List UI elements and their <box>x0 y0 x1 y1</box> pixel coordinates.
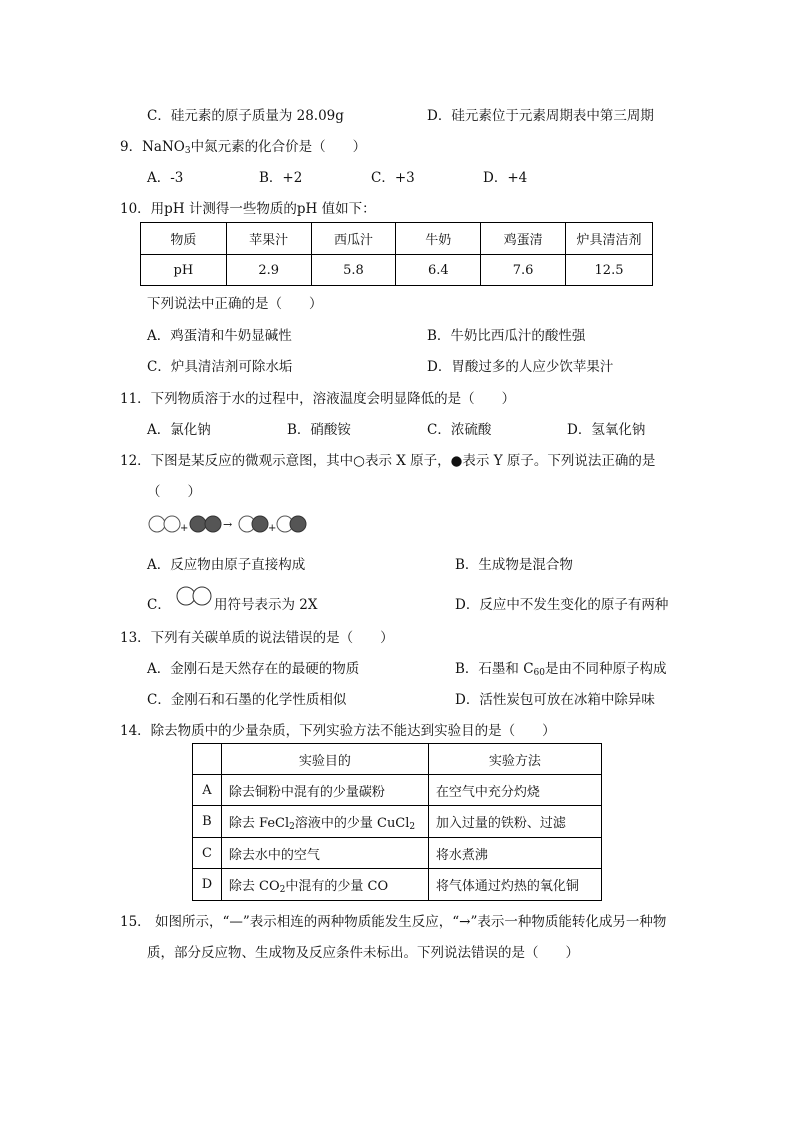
q9-option-d: D．+4 <box>483 170 528 186</box>
q13-option-c: C．金刚石和石墨的化学性质相似 <box>147 692 347 708</box>
q15-stem-line2: 质，部分反应物、生成物及反应条件未标出。下列说法错误的是（ ） <box>147 945 579 961</box>
ph-table-value-row <box>141 255 653 286</box>
ph-table-cell: 6.4 <box>396 255 481 286</box>
q8-option-d: D．硅元素位于元素周期表中第三周期 <box>427 108 654 124</box>
q13-option-d: D．活性炭包可放在冰箱中除异味 <box>455 692 655 708</box>
q10-prompt: 下列说法中正确的是（ ） <box>147 296 323 312</box>
q12-option-a: A．反应物由原子直接构成 <box>147 557 306 573</box>
experiment-row-label: A <box>193 775 222 806</box>
q11-option-c: C．浓硫酸 <box>427 422 492 438</box>
experiment-method: 在空气中充分灼烧 <box>428 775 601 806</box>
experiment-table <box>192 743 602 901</box>
experiment-purpose: 除去 $CO_2$中混有的少量 CO <box>221 869 428 901</box>
experiment-purpose-header: 实验目的 <box>221 744 428 775</box>
experiment-method: 加入过量的铁粉、过滤 <box>428 806 601 838</box>
q10-stem: 10．用pH 计测得一些物质的pH 值如下： <box>120 201 376 217</box>
q9-option-c: C．+3 <box>371 170 415 186</box>
reaction-diagram <box>148 513 328 535</box>
ph-table-cell: 2.9 <box>226 255 311 286</box>
y-atom-circle <box>290 516 306 532</box>
q10-option-c: C．炉具清洁剂可除水垢 <box>147 359 293 375</box>
ph-table-header-cell: 苹果汁 <box>226 223 311 255</box>
q12-stem: 12．下图是某反应的微观示意图，其中○表示 X 原子，●表示 Y 原子。下列说法正确的是 <box>120 453 656 469</box>
ph-table-cell: 12.5 <box>566 255 653 286</box>
plus-sign: + <box>180 523 189 534</box>
experiment-method-header: 实验方法 <box>428 744 601 775</box>
experiment-row <box>193 838 602 869</box>
ph-table-cell: 7.6 <box>481 255 566 286</box>
experiment-row-label: B <box>193 806 222 838</box>
experiment-table-header-row <box>193 744 602 775</box>
ph-table-header-cell: 西瓜汁 <box>311 223 396 255</box>
x-atom-circle <box>149 516 165 532</box>
ph-table-header-cell: 炉具清洁剂 <box>566 223 653 255</box>
experiment-row <box>193 806 602 838</box>
q13-stem: 13．下列有关碳单质的说法错误的是（ ） <box>120 630 394 646</box>
experiment-table-corner-cell <box>193 744 222 775</box>
experiment-purpose: 除去 FeCl$_2$溶液中的少量 CuCl$_2$ <box>221 806 428 838</box>
q10-option-b: B．牛奶比西瓜汁的酸性强 <box>427 328 586 344</box>
experiment-row <box>193 869 602 901</box>
q12-option-c-text: 用符号表示为 2X <box>214 597 318 613</box>
ph-table-header-cell: 牛奶 <box>396 223 481 255</box>
q12-answer-paren: （ ） <box>147 484 201 500</box>
q9-option-b: B．+2 <box>259 170 303 186</box>
q12-option-d: D．反应中不发生变化的原子有两种 <box>455 597 669 613</box>
ph-table-cell: pH <box>141 255 227 286</box>
q12-option-b: B．生成物是混合物 <box>455 557 573 573</box>
ph-table <box>140 222 653 286</box>
x-atom-circle <box>164 516 180 532</box>
experiment-row <box>193 775 602 806</box>
q9-stem: 9．NaNO$_3$中氮元素的化合价是（ ） <box>120 139 367 156</box>
experiment-row-label: D <box>193 869 222 901</box>
ph-table-cell: 5.8 <box>311 255 396 286</box>
ph-table-header-cell: 物质 <box>141 223 227 255</box>
q8-option-c: C．硅元素的原子质量为 28.09g <box>147 108 344 124</box>
q12-option-c-prefix: C． <box>147 597 171 613</box>
q10-option-a: A．鸡蛋清和牛奶显碱性 <box>147 328 292 344</box>
q11-stem: 11．下列物质溶于水的过程中，溶液温度会明显降低的是（ ） <box>120 391 516 407</box>
experiment-purpose: 除去铜粉中混有的少量碳粉 <box>221 775 428 806</box>
q15-stem-line1: 15． 如图所示，“—”表示相连的两种物质能发生反应，“→”表示一种物质能转化成另一种物 <box>120 914 667 930</box>
reaction-diagram-svg <box>148 513 328 535</box>
y-atom-circle <box>252 516 268 532</box>
y-atom-circle <box>190 516 206 532</box>
q13-option-b: B．石墨和 $C_{60}$是由不同种原子构成 <box>455 661 667 678</box>
q10-option-d: D．胃酸过多的人应少饮苹果汁 <box>427 359 614 375</box>
ph-table-header-cell: 鸡蛋清 <box>481 223 566 255</box>
reaction-arrow: → <box>223 518 233 531</box>
experiment-row-label: C <box>193 838 222 869</box>
experiment-purpose: 除去水中的空气 <box>221 838 428 869</box>
experiment-method: 将气体通过灼热的氧化铜 <box>428 869 601 901</box>
q13-option-a: A．金刚石是天然存在的最硬的物质 <box>147 661 360 677</box>
experiment-method: 将水煮沸 <box>428 838 601 869</box>
y-atom-circle <box>205 516 221 532</box>
q14-stem: 14．除去物质中的少量杂质，下列实验方法不能达到实验目的是（ ） <box>120 723 556 739</box>
q9-option-a: A．-3 <box>147 170 184 186</box>
x2-molecule-icon <box>176 585 214 607</box>
ph-table-header-row <box>141 223 653 255</box>
q11-option-d: D．氢氧化钠 <box>567 422 646 438</box>
plus-sign: + <box>268 523 277 534</box>
q11-option-a: A．氯化钠 <box>147 422 211 438</box>
q11-option-b: B．硝酸铵 <box>287 422 351 438</box>
